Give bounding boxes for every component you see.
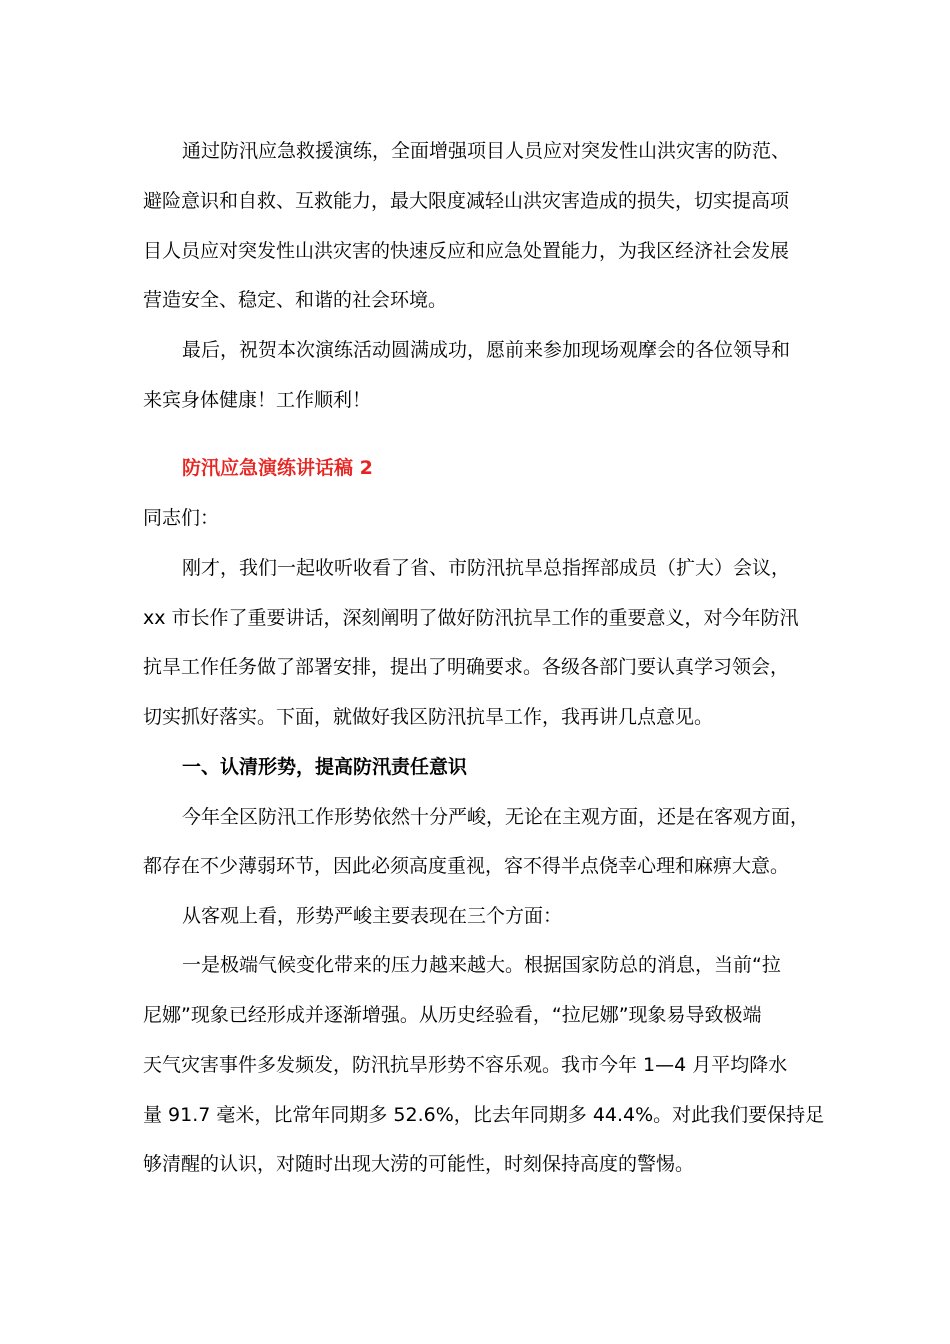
paragraph-line: 避险意识和自救、互救能力，最大限度减轻山洪灾害造成的损失，切实提高项: [143, 190, 790, 212]
paragraph-line: 切实抓好落实。下面，就做好我区防汛抗旱工作，我再讲几点意见。: [143, 706, 714, 728]
paragraph-line: 从客观上看，形势严峻主要表现在三个方面：: [182, 905, 563, 927]
paragraph-line: 够清醒的认识，对随时出现大涝的可能性，时刻保持高度的警惕。: [143, 1153, 695, 1175]
paragraph-line: 量 91.7 毫米，比常年同期多 52.6%，比去年同期多 44.4%。对此我们要保持足: [143, 1104, 825, 1126]
paragraph-line: 一是极端气候变化带来的压力越来越大。根据国家防总的消息，当前“拉: [182, 954, 781, 976]
section-title: 防汛应急演练讲话稿 2: [182, 457, 373, 479]
salutation: 同志们：: [143, 507, 220, 529]
paragraph-line: 通过防汛应急救援演练，全面增强项目人员应对突发性山洪灾害的防范、: [182, 140, 791, 162]
paragraph-line: 营造安全、稳定、和谐的社会环境。: [143, 289, 448, 311]
paragraph-line: 今年全区防汛工作形势依然十分严峻，无论在主观方面，还是在客观方面，: [182, 806, 810, 828]
paragraph-line: 目人员应对突发性山洪灾害的快速反应和应急处置能力，为我区经济社会发展: [143, 240, 790, 262]
paragraph-line: xx 市长作了重要讲话，深刻阐明了做好防汛抗旱工作的重要意义，对今年防汛: [143, 607, 799, 629]
paragraph-line: 抗旱工作任务做了部署安排，提出了明确要求。各级各部门要认真学习领会，: [143, 656, 790, 678]
paragraph-line: 都存在不少薄弱环节，因此必须高度重视，容不得半点侥幸心理和麻痹大意。: [143, 855, 790, 877]
paragraph-line: 天气灾害事件多发频发，防汛抗旱形势不容乐观。我市今年 1—4 月平均降水: [143, 1054, 788, 1076]
paragraph-line: 最后，祝贺本次演练活动圆满成功，愿前来参加现场观摩会的各位领导和: [182, 339, 791, 361]
subsection-heading: 一、认清形势，提高防汛责任意识: [182, 756, 468, 778]
paragraph-line: 尼娜”现象已经形成并逐渐增强。从历史经验看，“拉尼娜”现象易导致极端: [143, 1004, 762, 1026]
paragraph-line: 来宾身体健康！工作顺利！: [143, 389, 372, 411]
paragraph-line: 刚才，我们一起收听收看了省、市防汛抗旱总指挥部成员（扩大）会议，: [182, 557, 791, 579]
